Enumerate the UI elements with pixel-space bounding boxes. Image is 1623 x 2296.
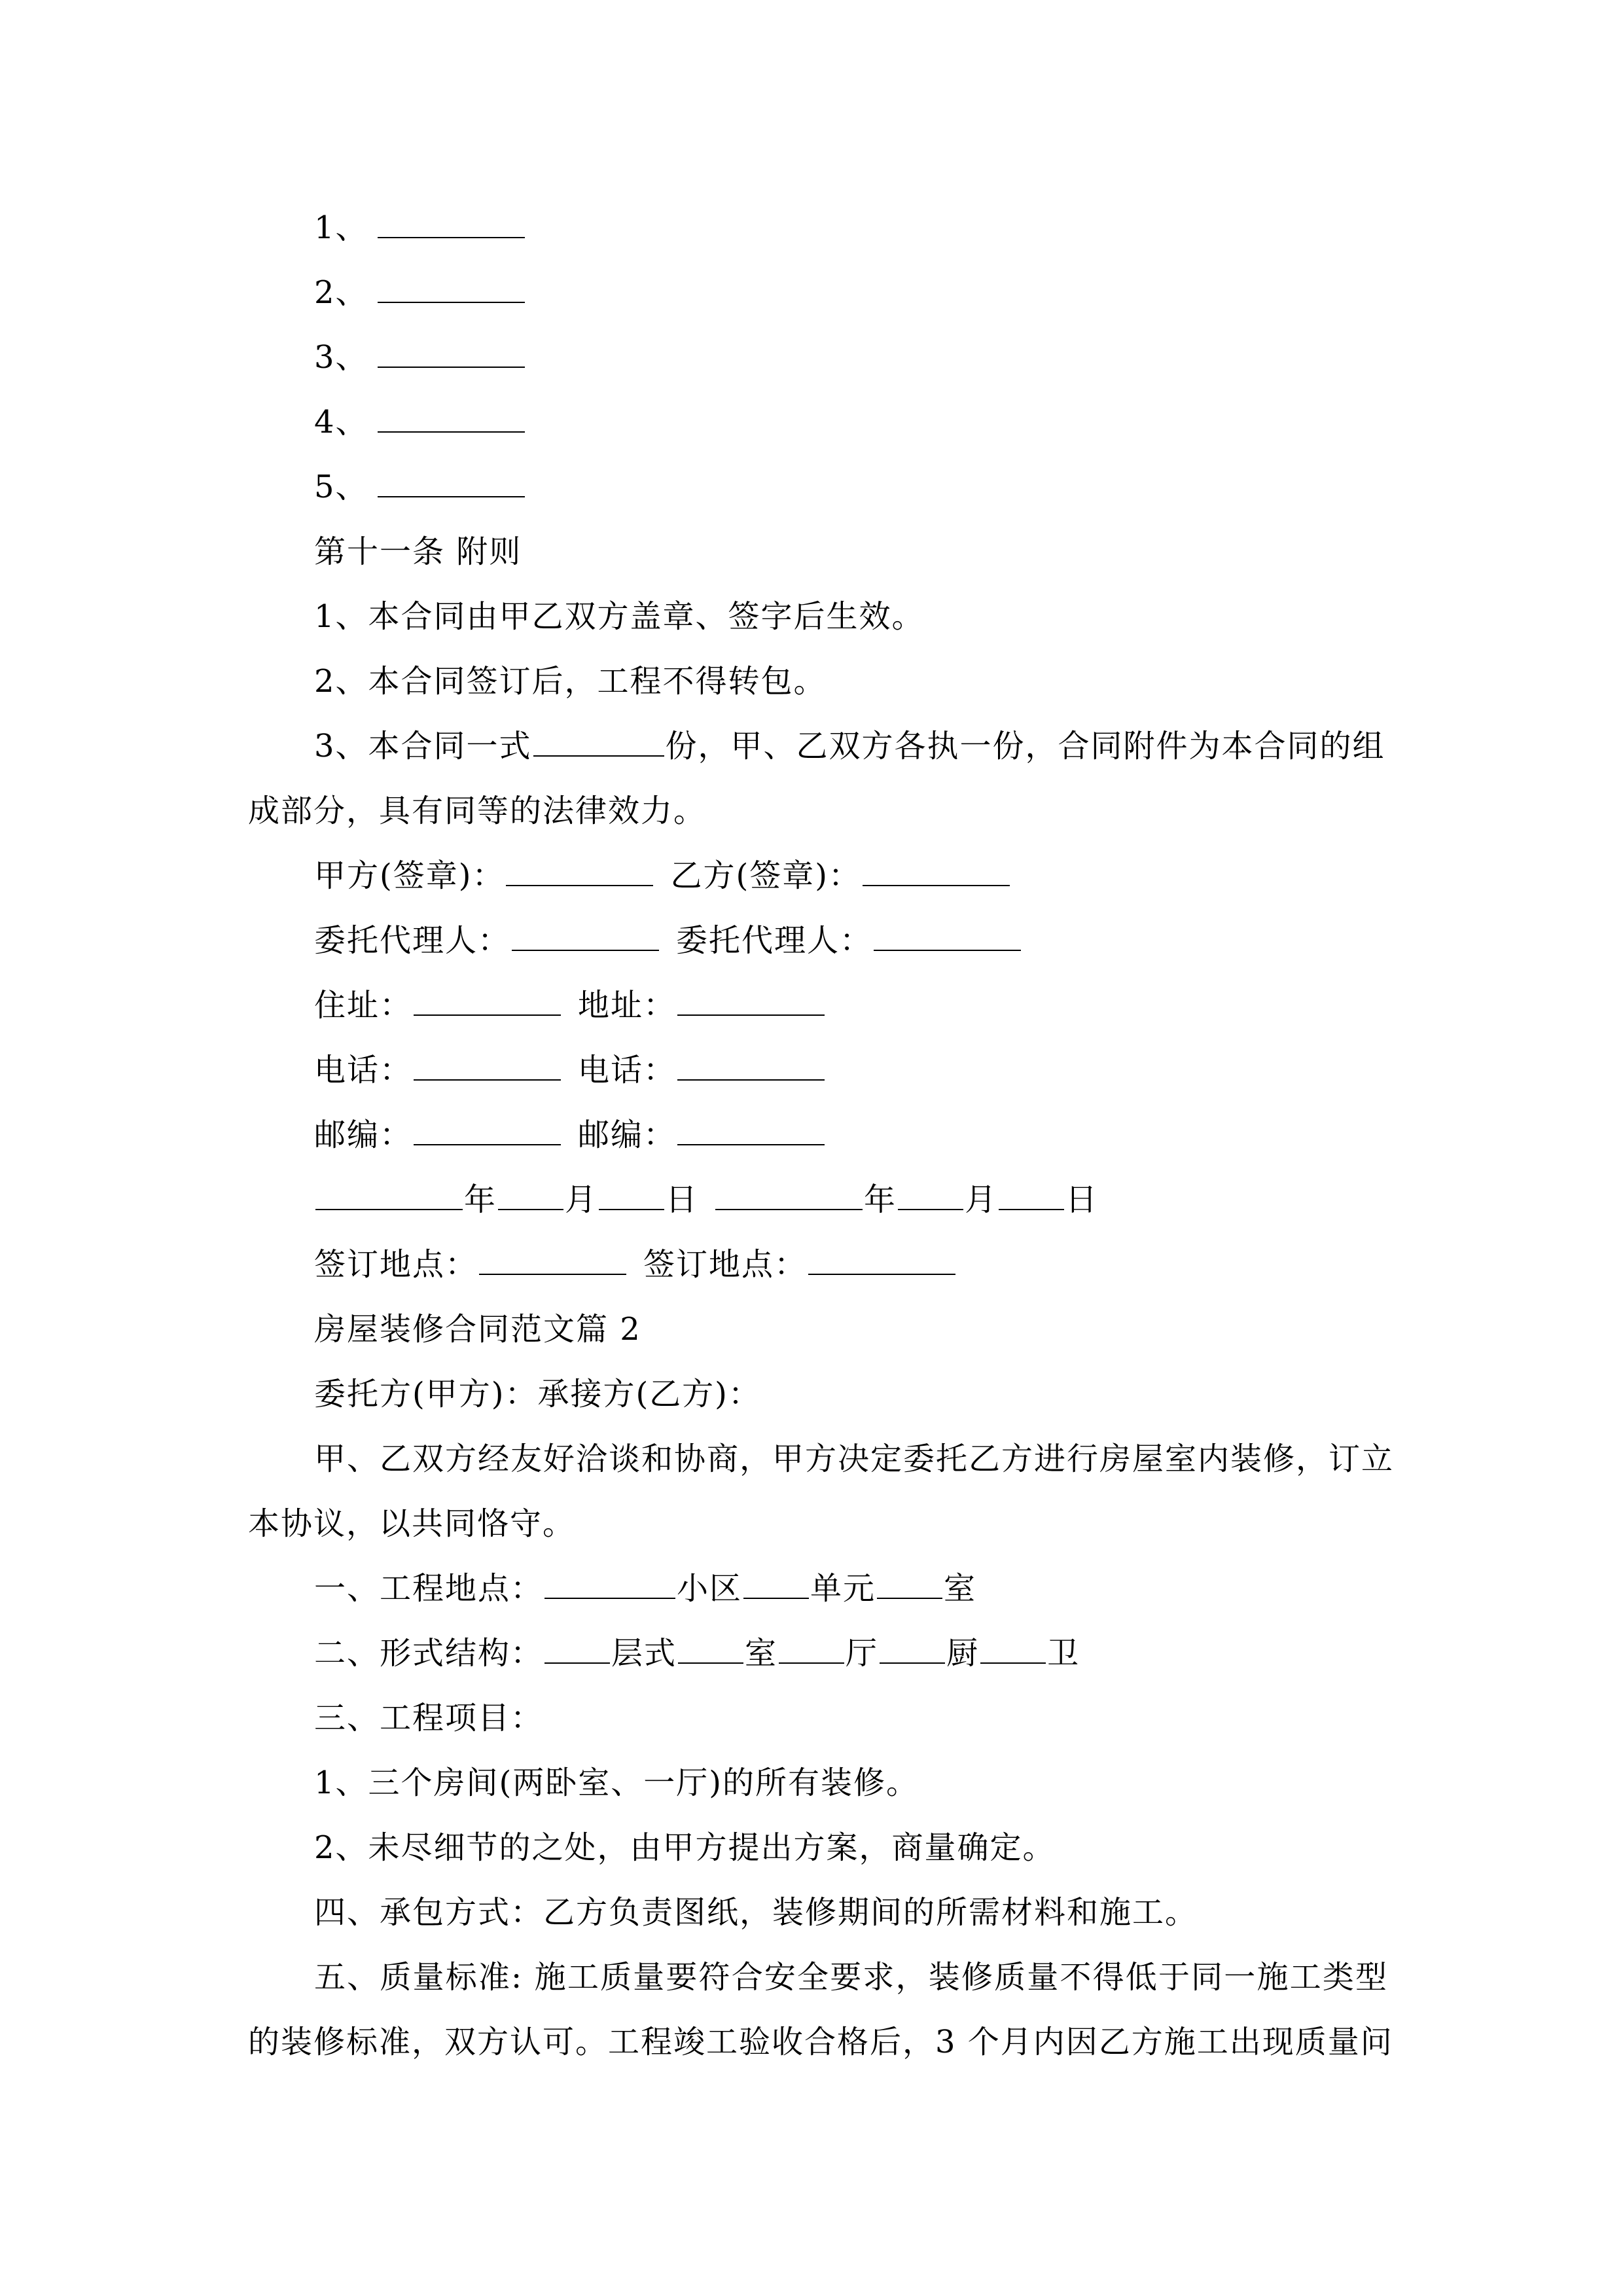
address-row [314,986,1388,1025]
address-a-field[interactable] [414,988,561,1016]
contract-2-title: 房屋装修合同范文篇 2 [314,1311,641,1348]
text: 3、本合同一式 [314,728,532,764]
baths-label: 卫 [1047,1635,1080,1672]
address-a-label: 住址： [314,987,413,1024]
place-a-label: 签订地点： [314,1246,478,1283]
list-item [314,273,1388,312]
place-b-field[interactable] [808,1247,955,1275]
fill-blank[interactable] [378,276,525,303]
agent-b-label: 委托代理人： [676,922,873,959]
room-number-field[interactable] [877,1571,942,1599]
kitchens-field[interactable] [880,1636,945,1664]
article-11-heading: 第十一条 附则 [314,533,522,570]
party-a-seal-field[interactable] [506,859,653,886]
month-a-field[interactable] [498,1183,563,1210]
structure-form [314,1634,1388,1673]
phone-a-label: 电话： [314,1052,413,1088]
place-a-field[interactable] [479,1247,626,1275]
item-number: 2、 [314,274,368,311]
rooms-field[interactable] [678,1636,743,1664]
zip-row [314,1115,1388,1155]
baths-field[interactable] [980,1636,1046,1664]
contract-2-parties: 委托方(甲方)：承接方(乙方)： [314,1376,761,1412]
quality-standard-continuation: 的装修标准，双方认可。工程竣工验收合格后，3 个月内因乙方施工出现质量问 [248,2024,1393,2060]
list-item [314,403,1388,442]
month-label: 月 [565,1181,598,1218]
copies-blank[interactable] [533,729,664,757]
kitchens-label: 厨 [946,1635,980,1672]
place-b-label: 签订地点： [643,1246,808,1283]
item-number: 4、 [314,404,368,440]
rooms-label: 室 [745,1635,778,1672]
list-item [314,467,1388,507]
zip-b-label: 邮编： [578,1117,677,1153]
seal-row [314,856,1388,895]
project-item: 2、未尽细节的之处，由甲方提出方案，商量确定。 [314,1829,1056,1866]
phone-row [314,1050,1388,1090]
contract-2-intro: 甲、乙双方经友好洽谈和协商，甲方决定委托乙方进行房屋室内装修，订立 [314,1441,1395,1477]
agent-row [314,921,1388,960]
month-b-field[interactable] [898,1183,963,1210]
signing-place-row [314,1245,1388,1284]
structure-label: 二、形式结构： [314,1635,544,1672]
halls-field[interactable] [779,1636,844,1664]
agent-a-label: 委托代理人： [314,922,511,959]
address-b-field[interactable] [677,988,825,1016]
item-number: 1、 [314,209,368,246]
day-b-field[interactable] [999,1183,1064,1210]
fill-blank[interactable] [378,211,525,238]
item-number: 5、 [314,469,368,505]
project-item: 1、三个房间(两卧室、一厅)的所有装修。 [314,1765,919,1801]
agent-b-field[interactable] [874,924,1021,951]
zip-a-field[interactable] [414,1118,561,1145]
article-11-item: 2、本合同签订后，工程不得转包。 [314,663,827,700]
day-label: 日 [666,1181,699,1218]
party-a-seal-label: 甲方(签章)： [314,857,505,894]
month-label: 月 [965,1181,998,1218]
article-11-item-3-continuation: 成部分，具有同等的法律效力。 [248,793,707,829]
fill-blank[interactable] [378,470,525,497]
zip-a-label: 邮编： [314,1117,413,1153]
day-label: 日 [1065,1181,1099,1218]
fill-blank[interactable] [378,340,525,368]
floor-field[interactable] [544,1636,610,1664]
year-label: 年 [864,1181,897,1218]
contract-2-intro-continuation: 本协议，以共同恪守。 [248,1505,576,1542]
phone-b-label: 电话： [578,1052,677,1088]
unit-label: 单元 [810,1570,876,1607]
list-item [314,338,1388,377]
phone-a-field[interactable] [414,1053,561,1081]
halls-label: 厅 [846,1635,879,1672]
project-items-heading: 三、工程项目： [314,1700,544,1736]
list-item [314,208,1388,247]
location-label: 一、工程地点： [314,1570,544,1607]
unit-field[interactable] [743,1571,809,1599]
floor-label: 层式 [611,1635,677,1672]
phone-b-field[interactable] [677,1053,825,1081]
community-label: 小区 [677,1570,743,1607]
year-a-field[interactable] [315,1183,463,1210]
text: 份，甲、乙双方各执一份，合同附件为本合同的组 [665,728,1385,764]
agent-a-field[interactable] [512,924,659,951]
year-label: 年 [464,1181,497,1218]
zip-b-field[interactable] [677,1118,825,1145]
party-b-seal-label: 乙方(签章)： [670,857,861,894]
project-location [314,1569,1388,1608]
address-b-label: 地址： [578,987,677,1024]
quality-standard: 五、质量标准: 施工质量要符合安全要求，装修质量不得低于同一施工类型 [314,1959,1388,1996]
room-label: 室 [944,1570,977,1607]
day-a-field[interactable] [599,1183,664,1210]
article-11-item-3 [314,726,1388,766]
year-b-field[interactable] [715,1183,863,1210]
contracting-method: 四、承包方式：乙方负责图纸，装修期间的所需材料和施工。 [314,1894,1198,1931]
party-b-seal-field[interactable] [863,859,1010,886]
fill-blank[interactable] [378,405,525,433]
date-row [314,1180,1388,1219]
community-field[interactable] [544,1571,675,1599]
item-number: 3、 [314,339,368,376]
article-11-item: 1、本合同由甲乙双方盖章、签字后生效。 [314,598,925,635]
